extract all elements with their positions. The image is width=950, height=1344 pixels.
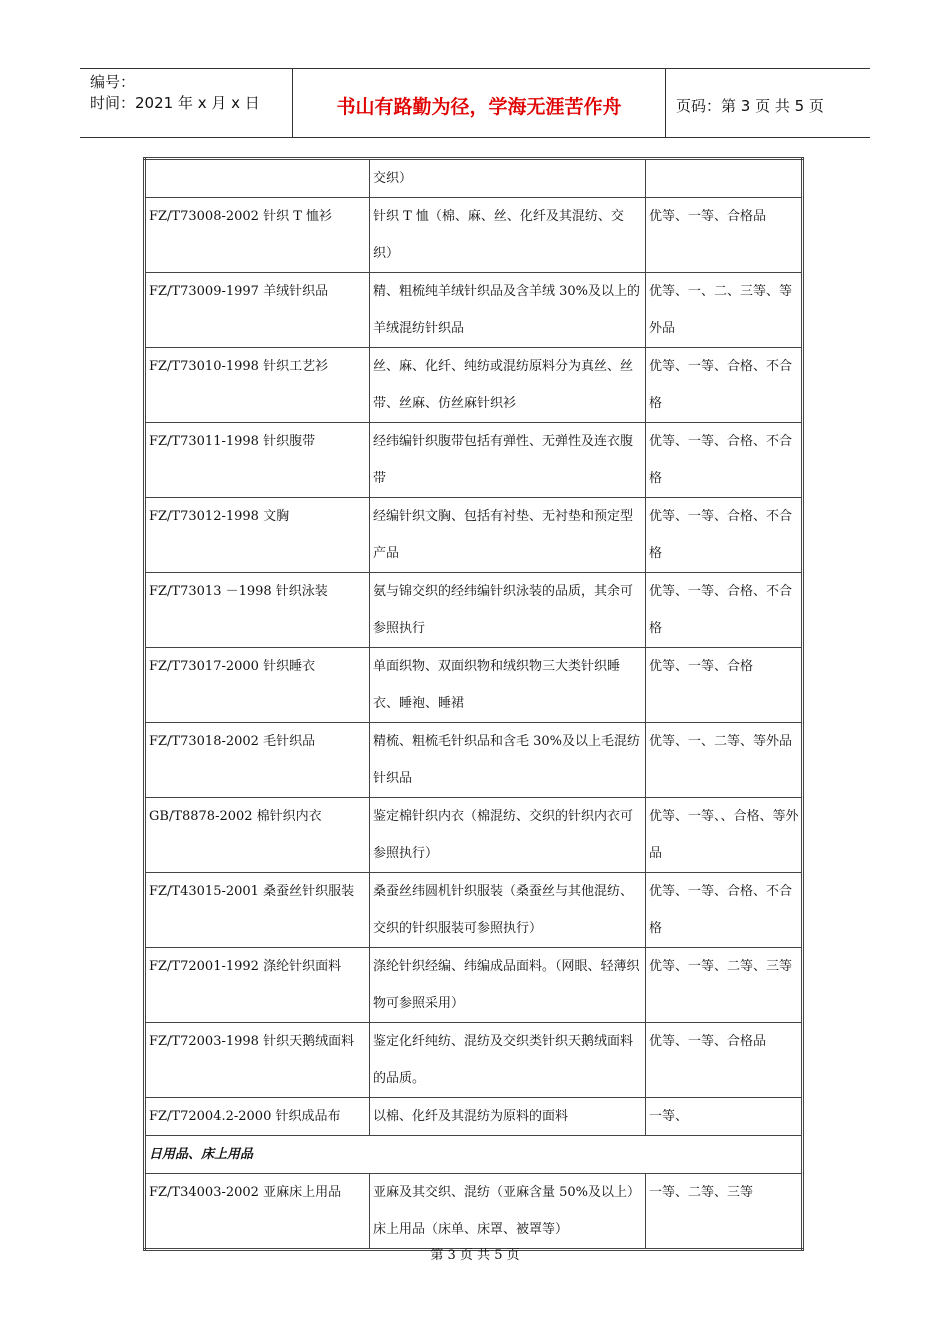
standard-cell: FZ/T73012-1998 文胸 [145, 498, 370, 573]
time-label: 时间：2021 年 x 月 x 日 [90, 94, 260, 112]
grade-cell [646, 159, 803, 198]
scope-cell: 氨与锦交织的经纬编针织泳装的品质，其余可参照执行 [370, 573, 646, 648]
table-row [145, 573, 803, 648]
standards-table [143, 157, 804, 1251]
standard-cell: FZ/T73011-1998 针织腹带 [145, 423, 370, 498]
table-row [145, 723, 803, 798]
table-row [145, 873, 803, 948]
grade-cell: 优等、一等、合格品 [646, 1023, 803, 1098]
table-row [145, 498, 803, 573]
table-row [145, 1174, 803, 1250]
header-meta [80, 69, 293, 137]
scope-cell: 针织 T 恤（棉、麻、丝、化纤及其混纺、交织） [370, 198, 646, 273]
standard-cell: GB/T8878-2002 棉针织内衣 [145, 798, 370, 873]
table-row [145, 948, 803, 1023]
table-row [145, 648, 803, 723]
grade-cell: 优等、一等、合格、不合格 [646, 423, 803, 498]
scope-cell: 丝、麻、化纤、纯纺或混纺原料分为真丝、丝带、丝麻、仿丝麻针织衫 [370, 348, 646, 423]
grade-cell: 优等、一等、二等、三等 [646, 948, 803, 1023]
scope-cell: 鉴定化纤纯纺、混纺及交织类针织天鹅绒面料的品质。 [370, 1023, 646, 1098]
standard-cell: FZ/T73008-2002 针织 T 恤衫 [145, 198, 370, 273]
table-row [145, 159, 803, 198]
grade-cell: 优等、一等、合格 [646, 648, 803, 723]
table-row [145, 348, 803, 423]
section-row [145, 1136, 803, 1174]
grade-cell: 优等、一等、合格品 [646, 198, 803, 273]
standard-cell: FZ/T73013 －1998 针织泳装 [145, 573, 370, 648]
table-row [145, 1023, 803, 1098]
grade-cell: 优等、一、二等、等外品 [646, 723, 803, 798]
scope-cell: 精梳、粗梳毛针织品和含毛 30%及以上毛混纺针织品 [370, 723, 646, 798]
standard-cell: FZ/T43015-2001 桑蚕丝针织服装 [145, 873, 370, 948]
standard-cell: FZ/T72004.2-2000 针织成品布 [145, 1098, 370, 1136]
page-footer: 第 3 页 共 5 页 [430, 1248, 520, 1263]
scope-cell: 亚麻及其交织、混纺（亚麻含量 50%及以上）床上用品（床单、床罩、被罩等） [370, 1174, 646, 1250]
scope-cell: 单面织物、双面织物和绒织物三大类针织睡衣、睡袍、睡裙 [370, 648, 646, 723]
grade-cell: 优等、一等、合格、不合格 [646, 873, 803, 948]
standard-cell: FZ/T72001-1992 涤纶针织面料 [145, 948, 370, 1023]
table-row [145, 273, 803, 348]
scope-cell: 经纬编针织腹带包括有弹性、无弹性及连衣腹带 [370, 423, 646, 498]
scope-cell: 桑蚕丝纬圆机针织服装（桑蚕丝与其他混纺、交织的针织服装可参照执行） [370, 873, 646, 948]
grade-cell: 优等、一等、、合格、等外品 [646, 798, 803, 873]
number-label: 编号： [90, 73, 136, 91]
scope-cell: 鉴定棉针织内衣（棉混纺、交织的针织内衣可参照执行） [370, 798, 646, 873]
standard-cell: FZ/T34003-2002 亚麻床上用品 [145, 1174, 370, 1250]
standard-cell: FZ/T73009-1997 羊绒针织品 [145, 273, 370, 348]
grade-cell: 一等、 [646, 1098, 803, 1136]
scope-cell: 以棉、化纤及其混纺为原料的面料 [370, 1098, 646, 1136]
table-row [145, 1098, 803, 1136]
scope-cell: 涤纶针织经编、纬编成品面料。（网眼、轻薄织物可参照采用） [370, 948, 646, 1023]
standard-cell: FZ/T73017-2000 针织睡衣 [145, 648, 370, 723]
standard-cell: FZ/T73018-2002 毛针织品 [145, 723, 370, 798]
table-row [145, 198, 803, 273]
grade-cell: 优等、一等、合格、不合格 [646, 573, 803, 648]
scope-cell: 交织） [370, 159, 646, 198]
grade-cell: 优等、一、二、三等、等外品 [646, 273, 803, 348]
standard-cell: FZ/T72003-1998 针织天鹅绒面料 [145, 1023, 370, 1098]
scope-cell: 经编针织文胸、包括有衬垫、无衬垫和预定型产品 [370, 498, 646, 573]
section-title: 日用品、床上用品 [145, 1136, 803, 1174]
grade-cell: 一等、二等、三等 [646, 1174, 803, 1250]
page-header [80, 68, 870, 138]
grade-cell: 优等、一等、合格、不合格 [646, 498, 803, 573]
page-indicator: 页码：第 3 页 共 5 页 [676, 96, 824, 115]
standard-cell: FZ/T73010-1998 针织工艺衫 [145, 348, 370, 423]
motto: 书山有路勤为径，学海无涯苦作舟 [293, 69, 666, 137]
table-row [145, 798, 803, 873]
grade-cell: 优等、一等、合格、不合格 [646, 348, 803, 423]
table-row [145, 423, 803, 498]
standard-cell [145, 159, 370, 198]
scope-cell: 精、粗梳纯羊绒针织品及含羊绒 30%及以上的羊绒混纺针织品 [370, 273, 646, 348]
